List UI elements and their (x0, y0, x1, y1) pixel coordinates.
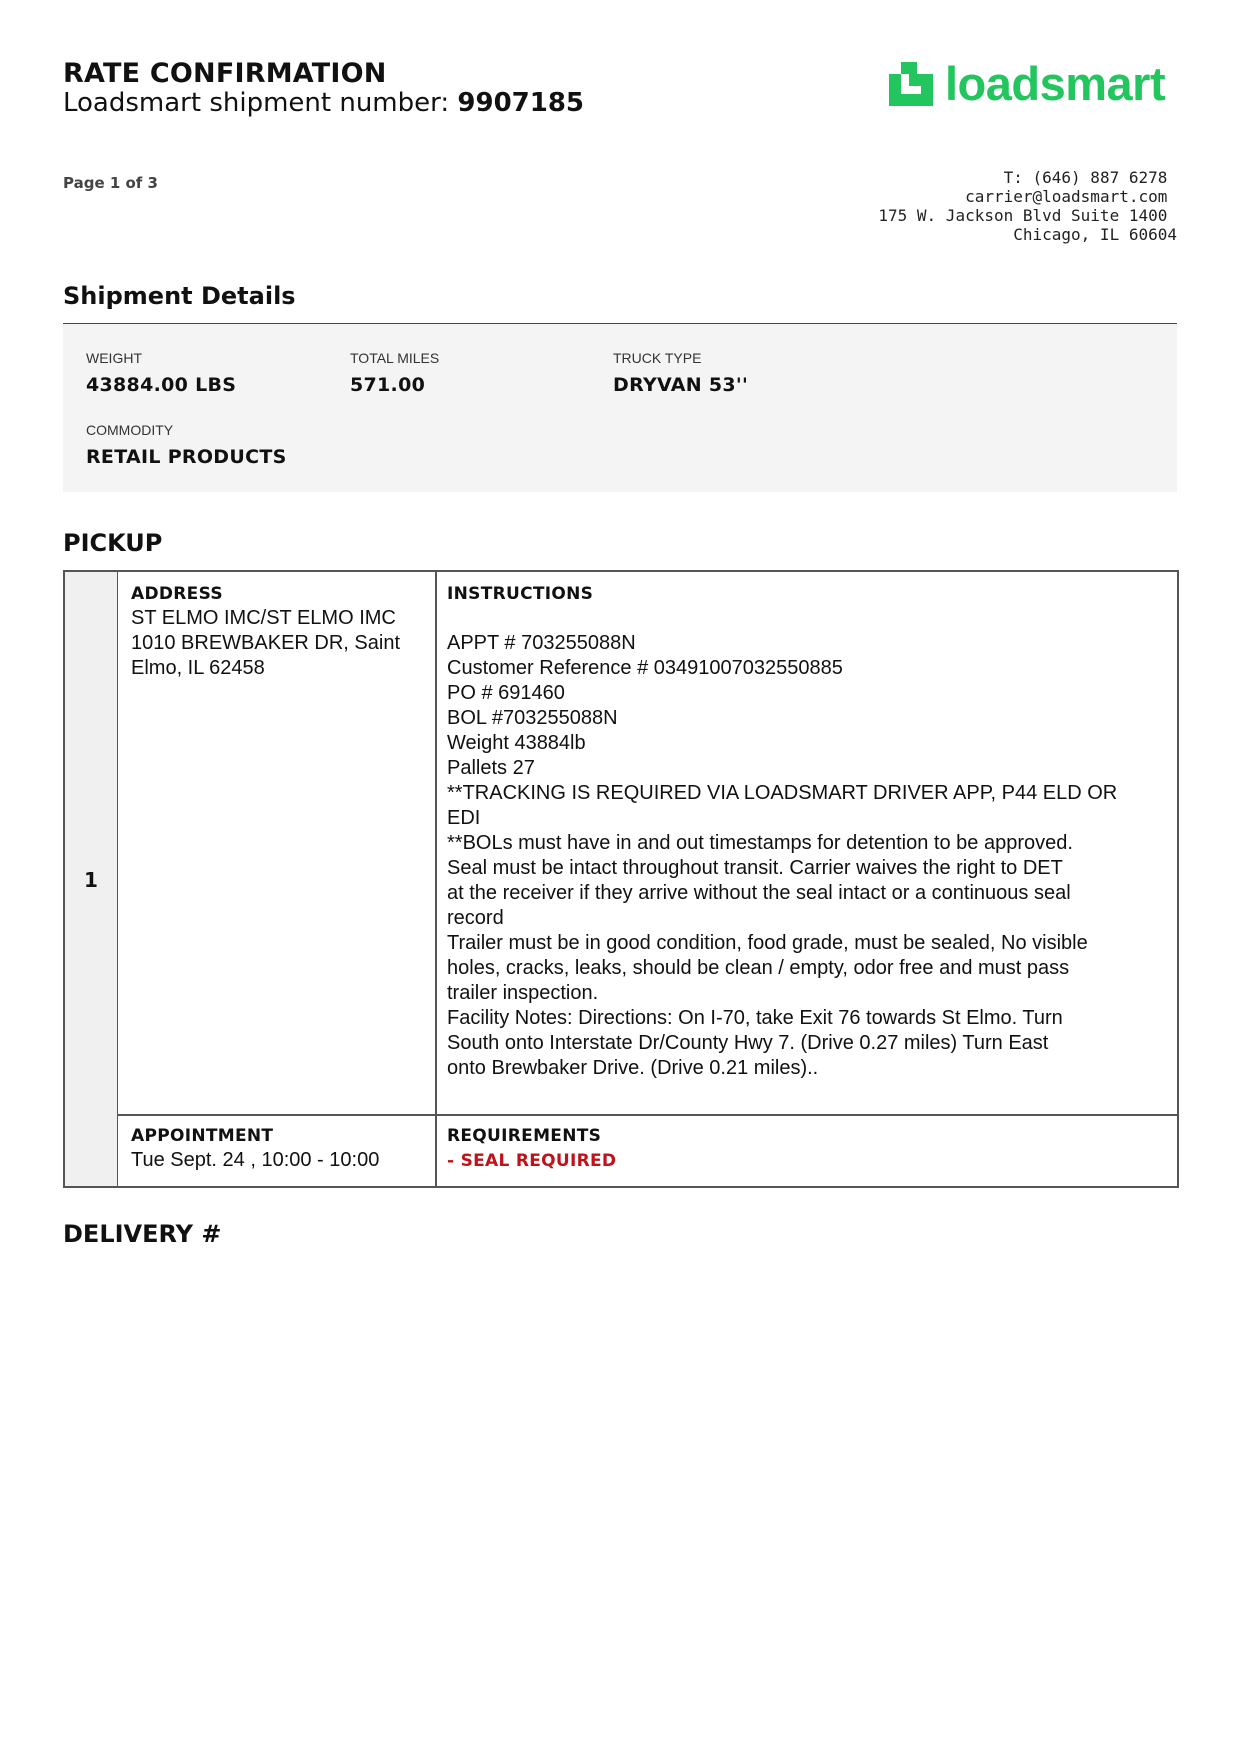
contact-address-line1: 175 W. Jackson Blvd Suite 1400 (878, 206, 1177, 225)
instruction-line: trailer inspection. (447, 982, 599, 1004)
address-label: ADDRESS (131, 584, 223, 604)
stop-number: 1 (84, 868, 98, 892)
instruction-line: South onto Interstate Dr/County Hwy 7. (Drive 0.27 miles) Turn East (447, 1032, 1049, 1054)
instruction-line: APPT # 703255088N (447, 632, 636, 654)
contact-email: carrier@loadsmart.com (965, 187, 1177, 206)
weight-value: 43884.00 LBS (86, 374, 237, 396)
delivery-heading: DELIVERY # (63, 1220, 222, 1248)
instructions-block (447, 631, 1167, 1081)
commodity-label: COMMODITY (86, 422, 174, 438)
loadsmart-logo (887, 58, 1177, 116)
truck-type-label: TRUCK TYPE (613, 350, 702, 366)
logo-wordmark: loadsmart (945, 58, 1166, 110)
commodity-value: RETAIL PRODUCTS (86, 446, 287, 468)
instruction-line: onto Brewbaker Drive. (Drive 0.21 miles).. (447, 1057, 819, 1079)
address-line: Elmo, IL 62458 (131, 657, 265, 679)
page-indicator: Page 1 of 3 (63, 174, 158, 192)
column-divider (435, 572, 437, 1186)
instruction-line: PO # 691460 (447, 682, 565, 704)
address-line: ST ELMO IMC/ST ELMO IMC (131, 607, 396, 629)
document-title: RATE CONFIRMATION (63, 58, 387, 89)
instruction-line: Trailer must be in good condition, food grade, must be sealed, No visible (447, 932, 1088, 954)
truck-type-value: DRYVAN 53'' (613, 374, 749, 396)
instruction-line: BOL #703255088N (447, 707, 618, 729)
instruction-line: Weight 43884lb (447, 732, 586, 754)
pickup-table (63, 570, 1179, 1188)
instruction-line: at the receiver if they arrive without the seal intact or a continuous seal (447, 882, 1071, 904)
appointment-label: APPOINTMENT (131, 1126, 274, 1146)
loadsmart-logo-icon (887, 58, 1177, 116)
instruction-line: Facility Notes: Directions: On I-70, take Exit 76 towards St Elmo. Turn (447, 1007, 1063, 1029)
requirement-seal: - SEAL REQUIRED (447, 1151, 617, 1171)
stop-number-column (65, 572, 118, 1186)
instruction-line: EDI (447, 807, 481, 829)
instruction-line: Seal must be intact throughout transit. Carrier waives the right to DET (447, 857, 1063, 879)
contact-block (878, 168, 1177, 244)
row-divider (117, 1114, 1177, 1116)
contact-phone: T: (646) 887 6278 (1003, 168, 1177, 187)
address-line: 1010 BREWBAKER DR, Saint (131, 632, 400, 654)
total-miles-label: TOTAL MILES (350, 350, 440, 366)
shipment-details-heading: Shipment Details (63, 282, 296, 310)
weight-label: WEIGHT (86, 350, 142, 366)
instruction-line: Customer Reference # 03491007032550885 (447, 657, 843, 679)
requirements-label: REQUIREMENTS (447, 1126, 602, 1146)
instruction-line: **BOLs must have in and out timestamps for detention to be approved. (447, 832, 1073, 854)
shipment-details-box (63, 323, 1177, 492)
total-miles-value: 571.00 (350, 374, 426, 396)
instruction-line: holes, cracks, leaks, should be clean / empty, odor free and must pass (447, 957, 1070, 979)
shipment-number-line (63, 88, 584, 118)
contact-address-line2: Chicago, IL 60604 (1013, 225, 1177, 244)
instruction-line: Pallets 27 (447, 757, 535, 779)
appointment-value: Tue Sept. 24 , 10:00 - 10:00 (131, 1149, 380, 1171)
shipment-number: 9907185 (457, 88, 585, 118)
instruction-line: **TRACKING IS REQUIRED VIA LOADSMART DRIVER APP, P44 ELD OR (447, 782, 1118, 804)
instructions-label: INSTRUCTIONS (447, 584, 594, 604)
instruction-line: record (447, 907, 504, 929)
address-block (131, 606, 421, 681)
shipment-number-label: Loadsmart shipment number: (63, 88, 458, 118)
pickup-heading: PICKUP (63, 529, 163, 557)
